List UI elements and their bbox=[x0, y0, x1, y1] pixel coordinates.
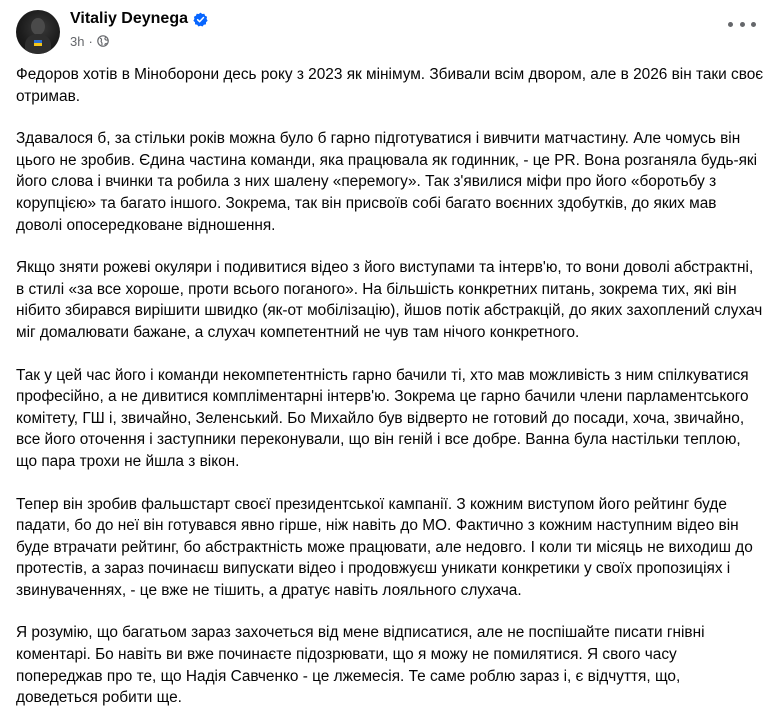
more-dot-icon bbox=[751, 22, 756, 27]
author-row bbox=[70, 8, 208, 30]
post-paragraph: Якщо зняти рожеві окуляри і подивитися відео з його виступами та інтерв'ю, то вони доволі абстрактні, в стилі «за все хороше, проти всього поганого». На більшість конкретних питань, зокрема тих, які він нібито збирався вирішити швидко (як-от мобілізацію), йшов потік абстракцій, до яких захоплений слухач міг домалювати бажане, а слухач компетентний не чув там нічого конкретного. bbox=[16, 259, 763, 341]
post-paragraph: Здавалося б, за стільки років можна було б гарно підготуватися і вивчити матчастину. Але чомусь він цього не зробив. Єдина частина команди, яка працювала як годинник, - це PR. Вона розганяла будь-які його слова і вчинки та робила з них шалену «перемогу». Так з'явилися міфи про його «боротьбу з корупцією» та багато іншого. Зокрема, так він присвоїв собі багато воєнних здобутків, до яких мав доволі опосередковане відношення. bbox=[16, 130, 758, 234]
post-subtitle bbox=[70, 31, 208, 51]
verified-badge-icon bbox=[193, 12, 208, 27]
more-options-button[interactable] bbox=[726, 14, 758, 34]
globe-icon[interactable] bbox=[97, 35, 109, 47]
avatar[interactable] bbox=[16, 10, 60, 54]
avatar-flag-yellow bbox=[34, 43, 42, 46]
post-header bbox=[16, 0, 764, 64]
post-paragraph: Федоров хотів в Міноборони десь року з 2023 як мінімум. Збивали всім двором, але в 2026 він таки своє отримав. bbox=[16, 66, 764, 105]
post-body bbox=[16, 64, 764, 709]
avatar-head bbox=[31, 18, 45, 35]
post-paragraph: Так у цей час його і команди некомпетентність гарно бачили ті, хто мав можливість з ним спілкуватися професійно, а не дивитися компліментарні інтерв'ю. Зокрема це гарно бачили члени парламентського комітету, ГШ і, звичайно, Зеленський. Бо Михайло був відверто не готовий до посади, хоча, звичайно, все його оточення і заступники переконували, що він геній і все добре. Ванна була настільки теплою, що пара трохи не йшла з вікон. bbox=[16, 366, 749, 470]
more-dot-icon bbox=[740, 22, 745, 27]
post-timestamp[interactable]: 3h bbox=[70, 33, 85, 49]
post-paragraph: Тепер він зробив фальшстарт своєї президентської кампанії. З кожним виступом його рейтинг буде падати, бо до неї він готувався явно гірше, ніж навіть до МО. Фактично з кожним наступним відео він буде втрачати рейтинг, бо абстрактність може працювати, але недовго. І коли ти місяць не виходиш до протестів, а зараз починаєш випускати відео і продовжуєш уникати конкретики у своїх пропозиціях і звинуваченнях, - це вже не тішить, а дратує навіть лояльного слухача. bbox=[16, 495, 753, 599]
post-meta bbox=[70, 8, 208, 51]
more-dot-icon bbox=[728, 22, 733, 27]
separator-dot: · bbox=[88, 33, 93, 49]
author-name[interactable]: Vitaliy Deynega bbox=[70, 10, 188, 27]
post-paragraph: Я розумію, що багатьом зараз захочеться від мене відписатися, але не поспішайте писати гнівні коментарі. Бо навіть ви вже починаєте підозрювати, що я можу не помилятися. Я свого часу попереджав про те, що Надія Савченко - це лжемесія. Те саме роблю зараз і, є відчуття, що, доведеться робити ще. bbox=[16, 624, 705, 707]
